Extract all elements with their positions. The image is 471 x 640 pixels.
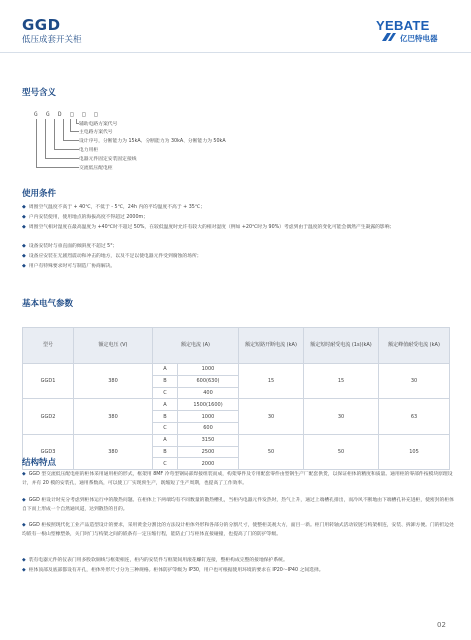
model-desc: 交流低压配电柜 <box>79 166 113 171</box>
col-header-model: 型号 <box>23 328 74 364</box>
cell-current: 1500(1600) <box>178 399 239 411</box>
section-title-params: 基本电气参数 <box>22 299 74 309</box>
cell-current: 2500 <box>178 446 239 458</box>
code-line <box>45 158 79 159</box>
cell-sub: B <box>153 411 178 423</box>
condition-item: ◆ 设备应安装在无剧烈震动和冲击的地方，以及不足以使电器元件受到腐蚀的场所； <box>22 253 202 259</box>
cell-sub: B <box>153 446 178 458</box>
model-code: G G D □ □ □ <box>34 111 101 118</box>
cell-sub: A <box>153 399 178 411</box>
code-line <box>36 119 37 167</box>
feature-item: ◆ 装有电器元件的仪表门用多股软铜线与框架相连，柜内的安装件与框架间用滚花螺钉连接，整柜构成完整的接地保护系统。 <box>22 558 288 563</box>
cell-current: 2000 <box>178 458 239 470</box>
col-header-current: 额定电流 (A) <box>153 328 239 364</box>
code-line <box>54 119 55 149</box>
condition-item: ◆ 周围空气相对湿度在最高温度为 +40℃时不超过 50%，在较低温度时允许有较大的相对湿度（例如 +20℃时为 90%）考虑到由于温度的变化可能会偶然产生凝露的影响； <box>22 224 395 230</box>
col-header-peak: 额定峰值耐受电流 (kA) <box>379 328 450 364</box>
cell-current: 600(630) <box>178 375 239 387</box>
page-number: 02 <box>437 621 446 629</box>
cell-current: 3150 <box>178 434 239 446</box>
condition-item: ◆ 周围空气温度不高于 + 40℃，不低于 - 5℃，24h 内的平均温度不高于 + 35℃； <box>22 204 205 210</box>
cell-peak: 105 <box>379 434 450 469</box>
code-line <box>54 149 79 150</box>
model-desc: 主电路方案代号 <box>79 130 113 135</box>
logo-text: YEBATE <box>376 18 430 33</box>
model-desc: 辅助电路方案代号 <box>79 122 118 127</box>
cell-current: 1000 <box>178 411 239 423</box>
cell-voltage: 380 <box>74 364 153 399</box>
col-header-voltage: 额定电压 (V) <box>74 328 153 364</box>
cell-breaking: 30 <box>239 399 304 434</box>
col-header-breaking: 额定短路开断电流 (kA) <box>239 328 304 364</box>
cell-sub: B <box>153 375 178 387</box>
code-line <box>36 167 79 168</box>
cell-current: 600 <box>178 422 239 434</box>
code-line <box>70 119 71 131</box>
section-title-features: 结构特点 <box>22 458 57 468</box>
cell-short-time: 15 <box>304 364 379 399</box>
section-title-conditions: 使用条件 <box>22 189 57 199</box>
cell-peak: 30 <box>379 364 450 399</box>
cell-breaking: 50 <box>239 434 304 469</box>
cell-model: GGD1 <box>23 364 74 399</box>
model-desc: 电器元件固定安装固定接线 <box>79 157 137 162</box>
page-subtitle: 低压成套开关柜 <box>22 35 82 45</box>
cell-voltage: 380 <box>74 399 153 434</box>
col-header-short-time: 额定短时耐受电流 (1s)(kA) <box>304 328 379 364</box>
model-desc: 电力用柜 <box>79 148 99 153</box>
feature-item: ◆ GGD 型交流低压配电柜的柜体采用通用柜的形式，框架用 8MF 冷弯型钢局部焊接组装而成，构架零件及专用配套零件由型钢生产厂配套供货，以保证柜体的精度和质量。通用柜的零部件按模块原理设计，并有 20 模的安装孔，通用系数高，可以使工厂实现预生产，既缩短了生产周期，也提高了工作效率。 <box>22 472 453 486</box>
cell-peak: 63 <box>379 399 450 434</box>
cell-voltage: 380 <box>74 434 153 469</box>
logo-mark-icon <box>382 33 396 41</box>
cell-sub: C <box>153 422 178 434</box>
model-desc: 设计序号，分断能力为 15kA、分断能力为 30kA、分断能力为 50kA <box>79 139 226 144</box>
condition-item: ◆ 用户有特殊要求时可与制造厂协商解决。 <box>22 263 116 269</box>
cell-model: GGD3 <box>23 434 74 469</box>
condition-item: ◆ 户内安装使用，使用地点的海拔高度不得超过 2000m； <box>22 214 149 220</box>
cell-sub: C <box>153 387 178 399</box>
code-line <box>63 119 64 140</box>
logo-subtext: 亿巴特电器 <box>400 34 438 43</box>
code-line <box>63 140 79 141</box>
cell-breaking: 15 <box>239 364 304 399</box>
brand-logo <box>376 18 454 44</box>
page-title: GGD <box>22 16 61 34</box>
code-line <box>45 119 46 158</box>
header-divider <box>0 52 471 53</box>
section-title-model: 型号含义 <box>22 88 57 98</box>
cell-short-time: 30 <box>304 399 379 434</box>
feature-item: ◆ 柜体顶部及底部都设有开孔，柜体外形尺寸分为三种规格。柜体防护等级为 IP30，用户也可根据使用环境的要求在 IP20～IP40 之间选择。 <box>22 568 324 573</box>
feature-item: ◆ GGD 柜设计时充分考虑到柜体运行中的散热问题。在柜体上下两端均有不同数量的散热槽孔，当柜内电器元件发热时，热气上升，通过上端槽孔排出，而冷风不断地由下端槽孔补充进柜，使密封的柜体自下而上形成一个自然通风道，达到散热的目的。 <box>22 498 454 512</box>
params-table <box>22 327 450 470</box>
cell-sub: A <box>153 434 178 446</box>
cell-short-time: 50 <box>304 434 379 469</box>
feature-item: ◆ GGD 柜按照现代化工业产品造型设计的要求，采用黄金分割比的方法设计柜体外形和各部分的分割尺寸，使整柜美观大方，面目一新。柜门用转轴式活动铰链与构架相连，安装、拆卸方便。门的折边处均嵌有一根山型橡塑条，关门时门与构架之间的嵌条有一定压缩行程，能防止门与柜体直接碰撞，也提高了门的防护等级。 <box>22 523 454 537</box>
condition-item: ◆ 设备安装时与垂直面的倾斜度不超过 5°； <box>22 243 118 249</box>
table-row <box>23 364 450 376</box>
cell-sub: C <box>153 458 178 470</box>
cell-current: 400 <box>178 387 239 399</box>
cell-model: GGD2 <box>23 399 74 434</box>
table-row <box>23 399 450 411</box>
code-line <box>70 131 79 132</box>
cell-current: 1000 <box>178 364 239 376</box>
table-row <box>23 434 450 446</box>
cell-sub: A <box>153 364 178 376</box>
